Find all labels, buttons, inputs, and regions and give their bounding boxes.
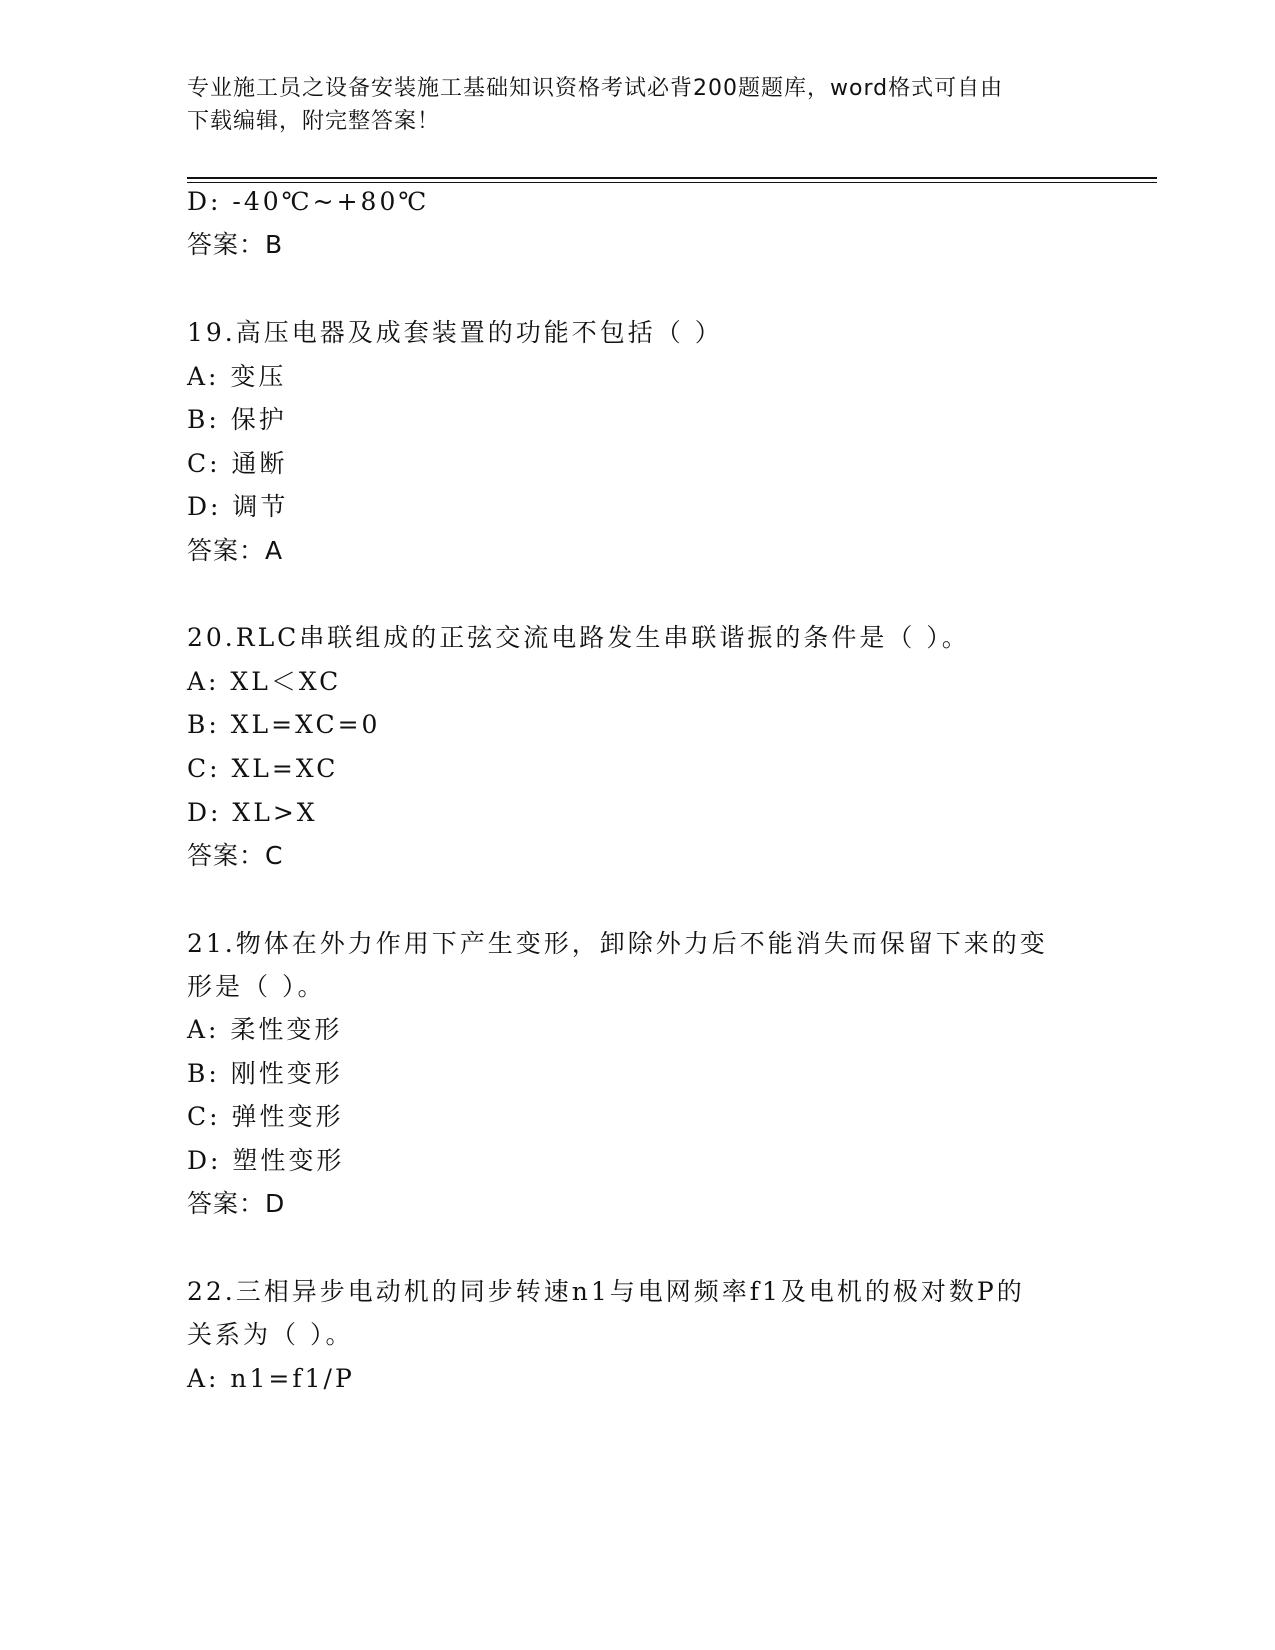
q19-option-c: C: 通断 [187, 449, 288, 478]
q21-option-b: B: 刚性变形 [187, 1059, 343, 1088]
q20-option-c: C: XL=XC [187, 754, 339, 783]
q21-option-d: D: 塑性变形 [187, 1146, 345, 1175]
header-divider-thin [187, 182, 1157, 183]
q21-option-a: A: 柔性变形 [187, 1015, 343, 1044]
q20-option-d: D: XL>X [187, 798, 318, 827]
q18-option-d: D: -40℃~+80℃ [187, 187, 430, 216]
page-header [187, 72, 1087, 138]
header-title-line-2: 下载编辑，附完整答案！ [187, 109, 441, 134]
q20-option-b: B: XL=XC=0 [187, 710, 381, 739]
q22-question-line-1: 22.三相异步电动机的同步转速n1与电网频率f1及电机的极对数P的 [187, 1277, 1025, 1306]
q22-question-line-2: 关系为（ ）。 [187, 1320, 354, 1349]
q20-answer: 答案：C [187, 841, 284, 870]
header-title-line-1: 专业施工员之设备安装施工基础知识资格考试必背200题题库，word格式可自由 [187, 76, 1004, 101]
q20-option-a: A: XL＜XC [187, 667, 342, 696]
q21-question-line-2: 形是（ ）。 [187, 972, 326, 1001]
q21-question-line-1: 21.物体在外力作用下产生变形，卸除外力后不能消失而保留下来的变 [187, 929, 1048, 958]
q19-option-b: B: 保护 [187, 405, 287, 434]
q19-question: 19.高压电器及成套装置的功能不包括（ ） [187, 318, 723, 347]
q19-option-a: A: 变压 [187, 362, 287, 391]
q22-option-a: A: n1=f1/P [187, 1364, 355, 1393]
q19-answer: 答案：A [187, 536, 284, 565]
q21-option-c: C: 弹性变形 [187, 1102, 344, 1131]
q21-answer: 答案：D [187, 1189, 286, 1218]
q20-question: 20.RLC串联组成的正弦交流电路发生串联谐振的条件是（ ）。 [187, 623, 970, 652]
header-divider-thick [187, 177, 1157, 179]
q19-option-d: D: 调节 [187, 492, 289, 521]
q18-answer: 答案：B [187, 230, 284, 259]
